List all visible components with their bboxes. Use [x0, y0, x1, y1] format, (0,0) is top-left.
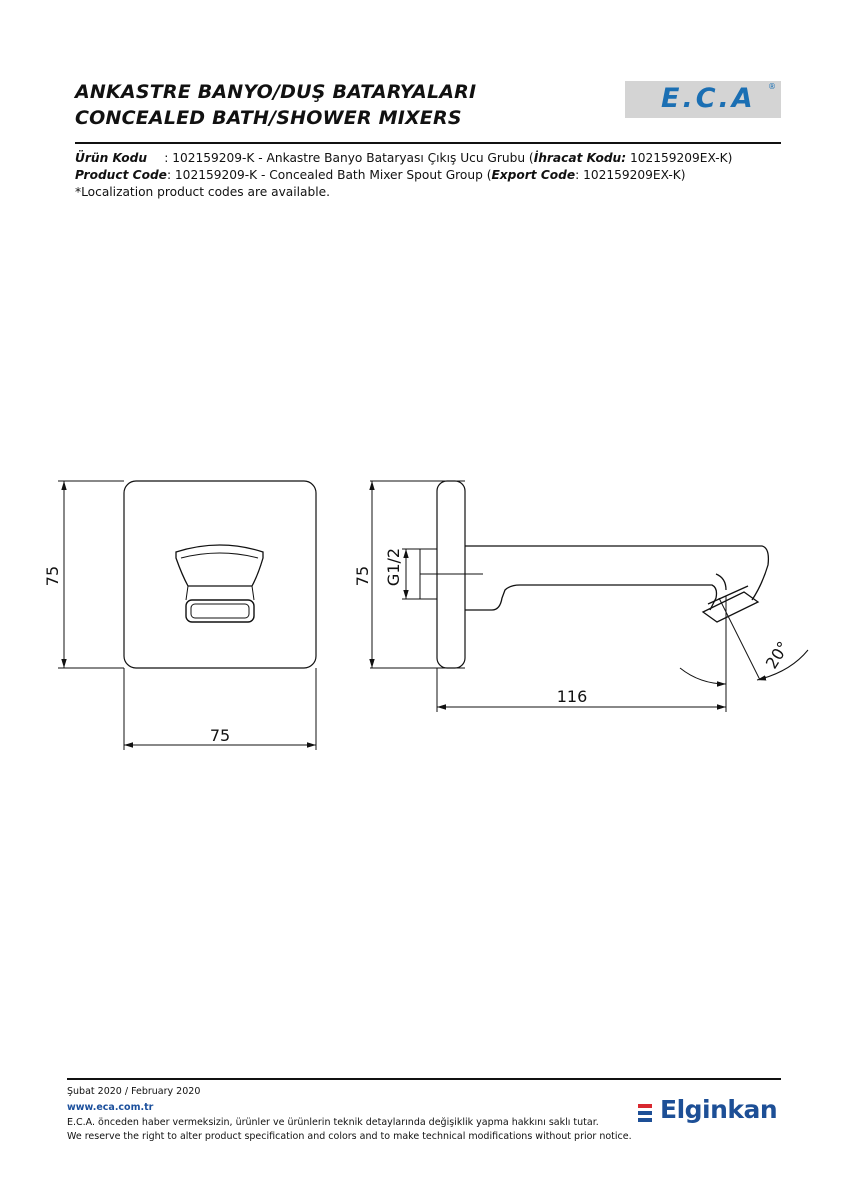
- footer-rule: [67, 1078, 781, 1080]
- disclaimer-en: We reserve the right to alter product specification and colors and to make technical modifications without prior notice.: [67, 1131, 632, 1142]
- front-spout-outlet: [176, 545, 263, 622]
- brand-bar-red: [638, 1104, 652, 1108]
- export-code-en-value: : 102159209EX-K): [575, 168, 686, 182]
- export-code-tr-value: 102159209EX-K): [626, 151, 733, 165]
- footer-website-link[interactable]: www.eca.com.tr: [67, 1102, 154, 1113]
- eca-logo-text: E.C.A: [661, 83, 756, 114]
- brand-bar-blue: [638, 1118, 652, 1122]
- angle-ref-line: [719, 598, 760, 680]
- product-code-en-label: Product Code: [75, 168, 167, 182]
- export-code-tr-label: İhracat Kodu:: [533, 151, 627, 165]
- export-code-en-label: Export Code: [491, 168, 576, 182]
- localization-note: *Localization product codes are available.: [75, 185, 330, 199]
- thread-label: G1/2: [384, 547, 403, 587]
- front-plate: [124, 481, 316, 668]
- spout-length-label: 116: [556, 687, 588, 706]
- footer-date: Şubat 2020 / February 2020: [67, 1086, 201, 1097]
- product-code-tr-text: : 102159209-K - Ankastre Banyo Bataryası Çıkış Ucu Grubu (: [141, 151, 534, 165]
- disclaimer-tr: E.C.A. önceden haber vermeksizin, ürünler ve ürünlerin teknik detaylarında değişiklik yapma hakkını saklı tutar.: [67, 1117, 599, 1128]
- registered-mark: ®: [768, 82, 776, 91]
- product-code-tr-label: Ürün Kodu: [75, 151, 148, 165]
- brand-name: Elginkan: [660, 1095, 778, 1124]
- side-height-label: 75: [353, 565, 372, 587]
- brand-bar-blue: [638, 1111, 652, 1115]
- title-turkish: ANKASTRE BANYO/DUŞ BATARYALARI: [75, 81, 477, 103]
- spout-body: [465, 546, 768, 622]
- front-width-label: 75: [209, 726, 231, 745]
- title-english: CONCEALED BATH/SHOWER MIXERS: [75, 107, 462, 129]
- front-height-label: 75: [43, 565, 62, 587]
- angle-arc: [680, 668, 726, 684]
- angle-label: 20°: [761, 638, 793, 673]
- product-code-en-text: : 102159209-K - Concealed Bath Mixer Spout Group (: [166, 168, 492, 182]
